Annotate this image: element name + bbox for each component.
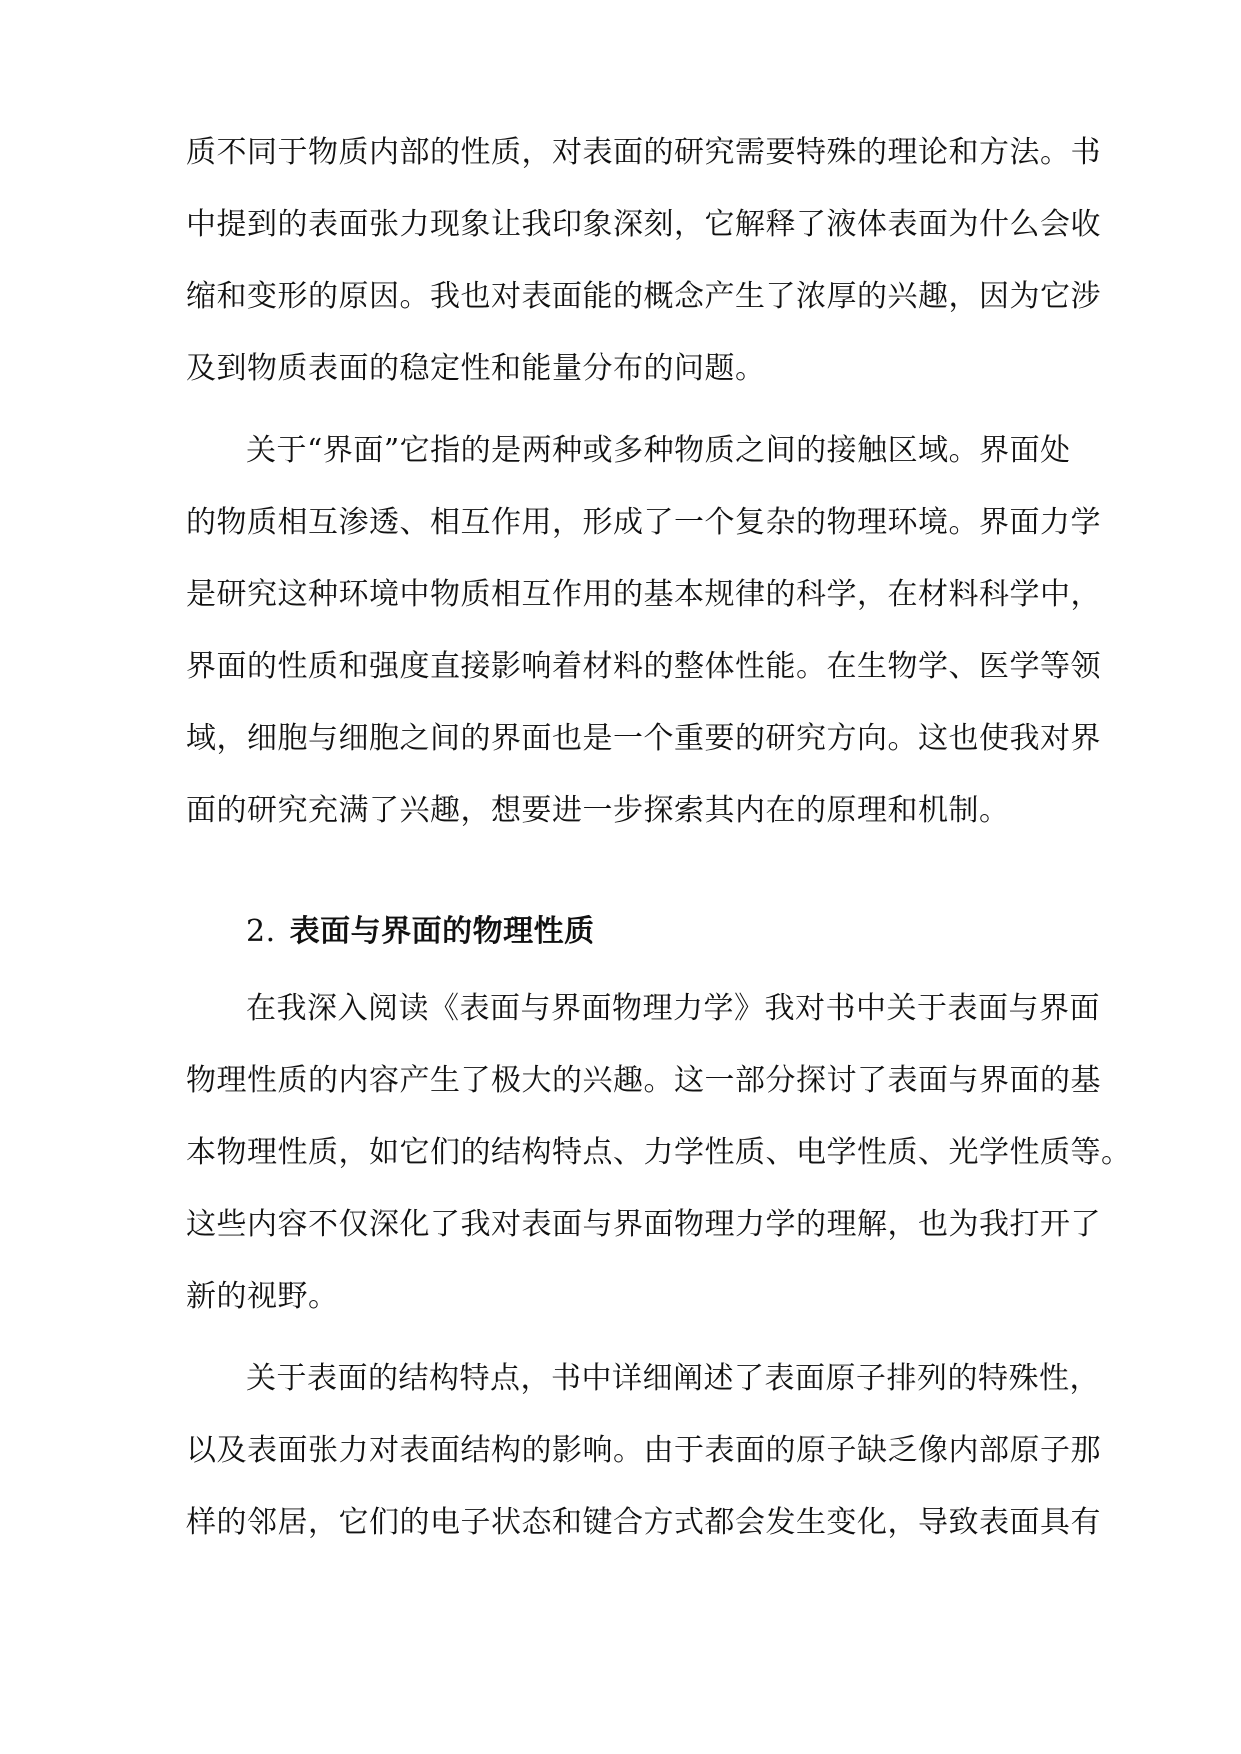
- paragraph-2-line-4: 界面的性质和强度直接影响着材料的整体性能。在生物学、医学等领: [186, 649, 1101, 684]
- section-number: 2.: [246, 914, 276, 949]
- paragraph-3-line-3: 本物理性质，如它们的结构特点、力学性质、电学性质、光学性质等。: [186, 1135, 1132, 1170]
- section-title: 表面与界面的物理性质: [289, 914, 595, 949]
- paragraph-2-line-2: 的物质相互渗透、相互作用，形成了一个复杂的物理环境。界面力学: [186, 505, 1101, 540]
- paragraph-3-line-1: 在我深入阅读《表面与界面物理力学》我对书中关于表面与界面: [246, 991, 1100, 1026]
- paragraph-1-line-2: 中提到的表面张力现象让我印象深刻，它解释了液体表面为什么会收: [186, 207, 1101, 242]
- paragraph-2-line-1: 关于“界面”它指的是两种或多种物质之间的接触区域。界面处: [246, 433, 1071, 468]
- paragraph-1-line-3: 缩和变形的原因。我也对表面能的概念产生了浓厚的兴趣，因为它涉: [186, 279, 1101, 314]
- paragraph-2-line-6: 面的研究充满了兴趣，想要进一步探索其内在的原理和机制。: [186, 793, 1010, 828]
- paragraph-3-line-4: 这些内容不仅深化了我对表面与界面物理力学的理解，也为我打开了: [186, 1207, 1101, 1242]
- paragraph-3-line-5: 新的视野。: [186, 1279, 339, 1314]
- paragraph-4-line-2: 以及表面张力对表面结构的影响。由于表面的原子缺乏像内部原子那: [186, 1433, 1101, 1468]
- paragraph-1-line-1: 质不同于物质内部的性质，对表面的研究需要特殊的理论和方法。书: [186, 135, 1101, 170]
- paragraph-1-line-4: 及到物质表面的稳定性和能量分布的问题。: [186, 351, 766, 386]
- paragraph-2-line-3: 是研究这种环境中物质相互作用的基本规律的科学，在材料科学中，: [186, 577, 1101, 612]
- paragraph-2-line-5: 域，细胞与细胞之间的界面也是一个重要的研究方向。这也使我对界: [186, 721, 1101, 756]
- paragraph-4-line-1: 关于表面的结构特点，书中详细阐述了表面原子排列的特殊性，: [246, 1361, 1100, 1396]
- paragraph-3-line-2: 物理性质的内容产生了极大的兴趣。这一部分探讨了表面与界面的基: [186, 1063, 1101, 1098]
- paragraph-4-line-3: 样的邻居，它们的电子状态和键合方式都会发生变化，导致表面具有: [186, 1505, 1101, 1540]
- section-heading: [246, 912, 1066, 952]
